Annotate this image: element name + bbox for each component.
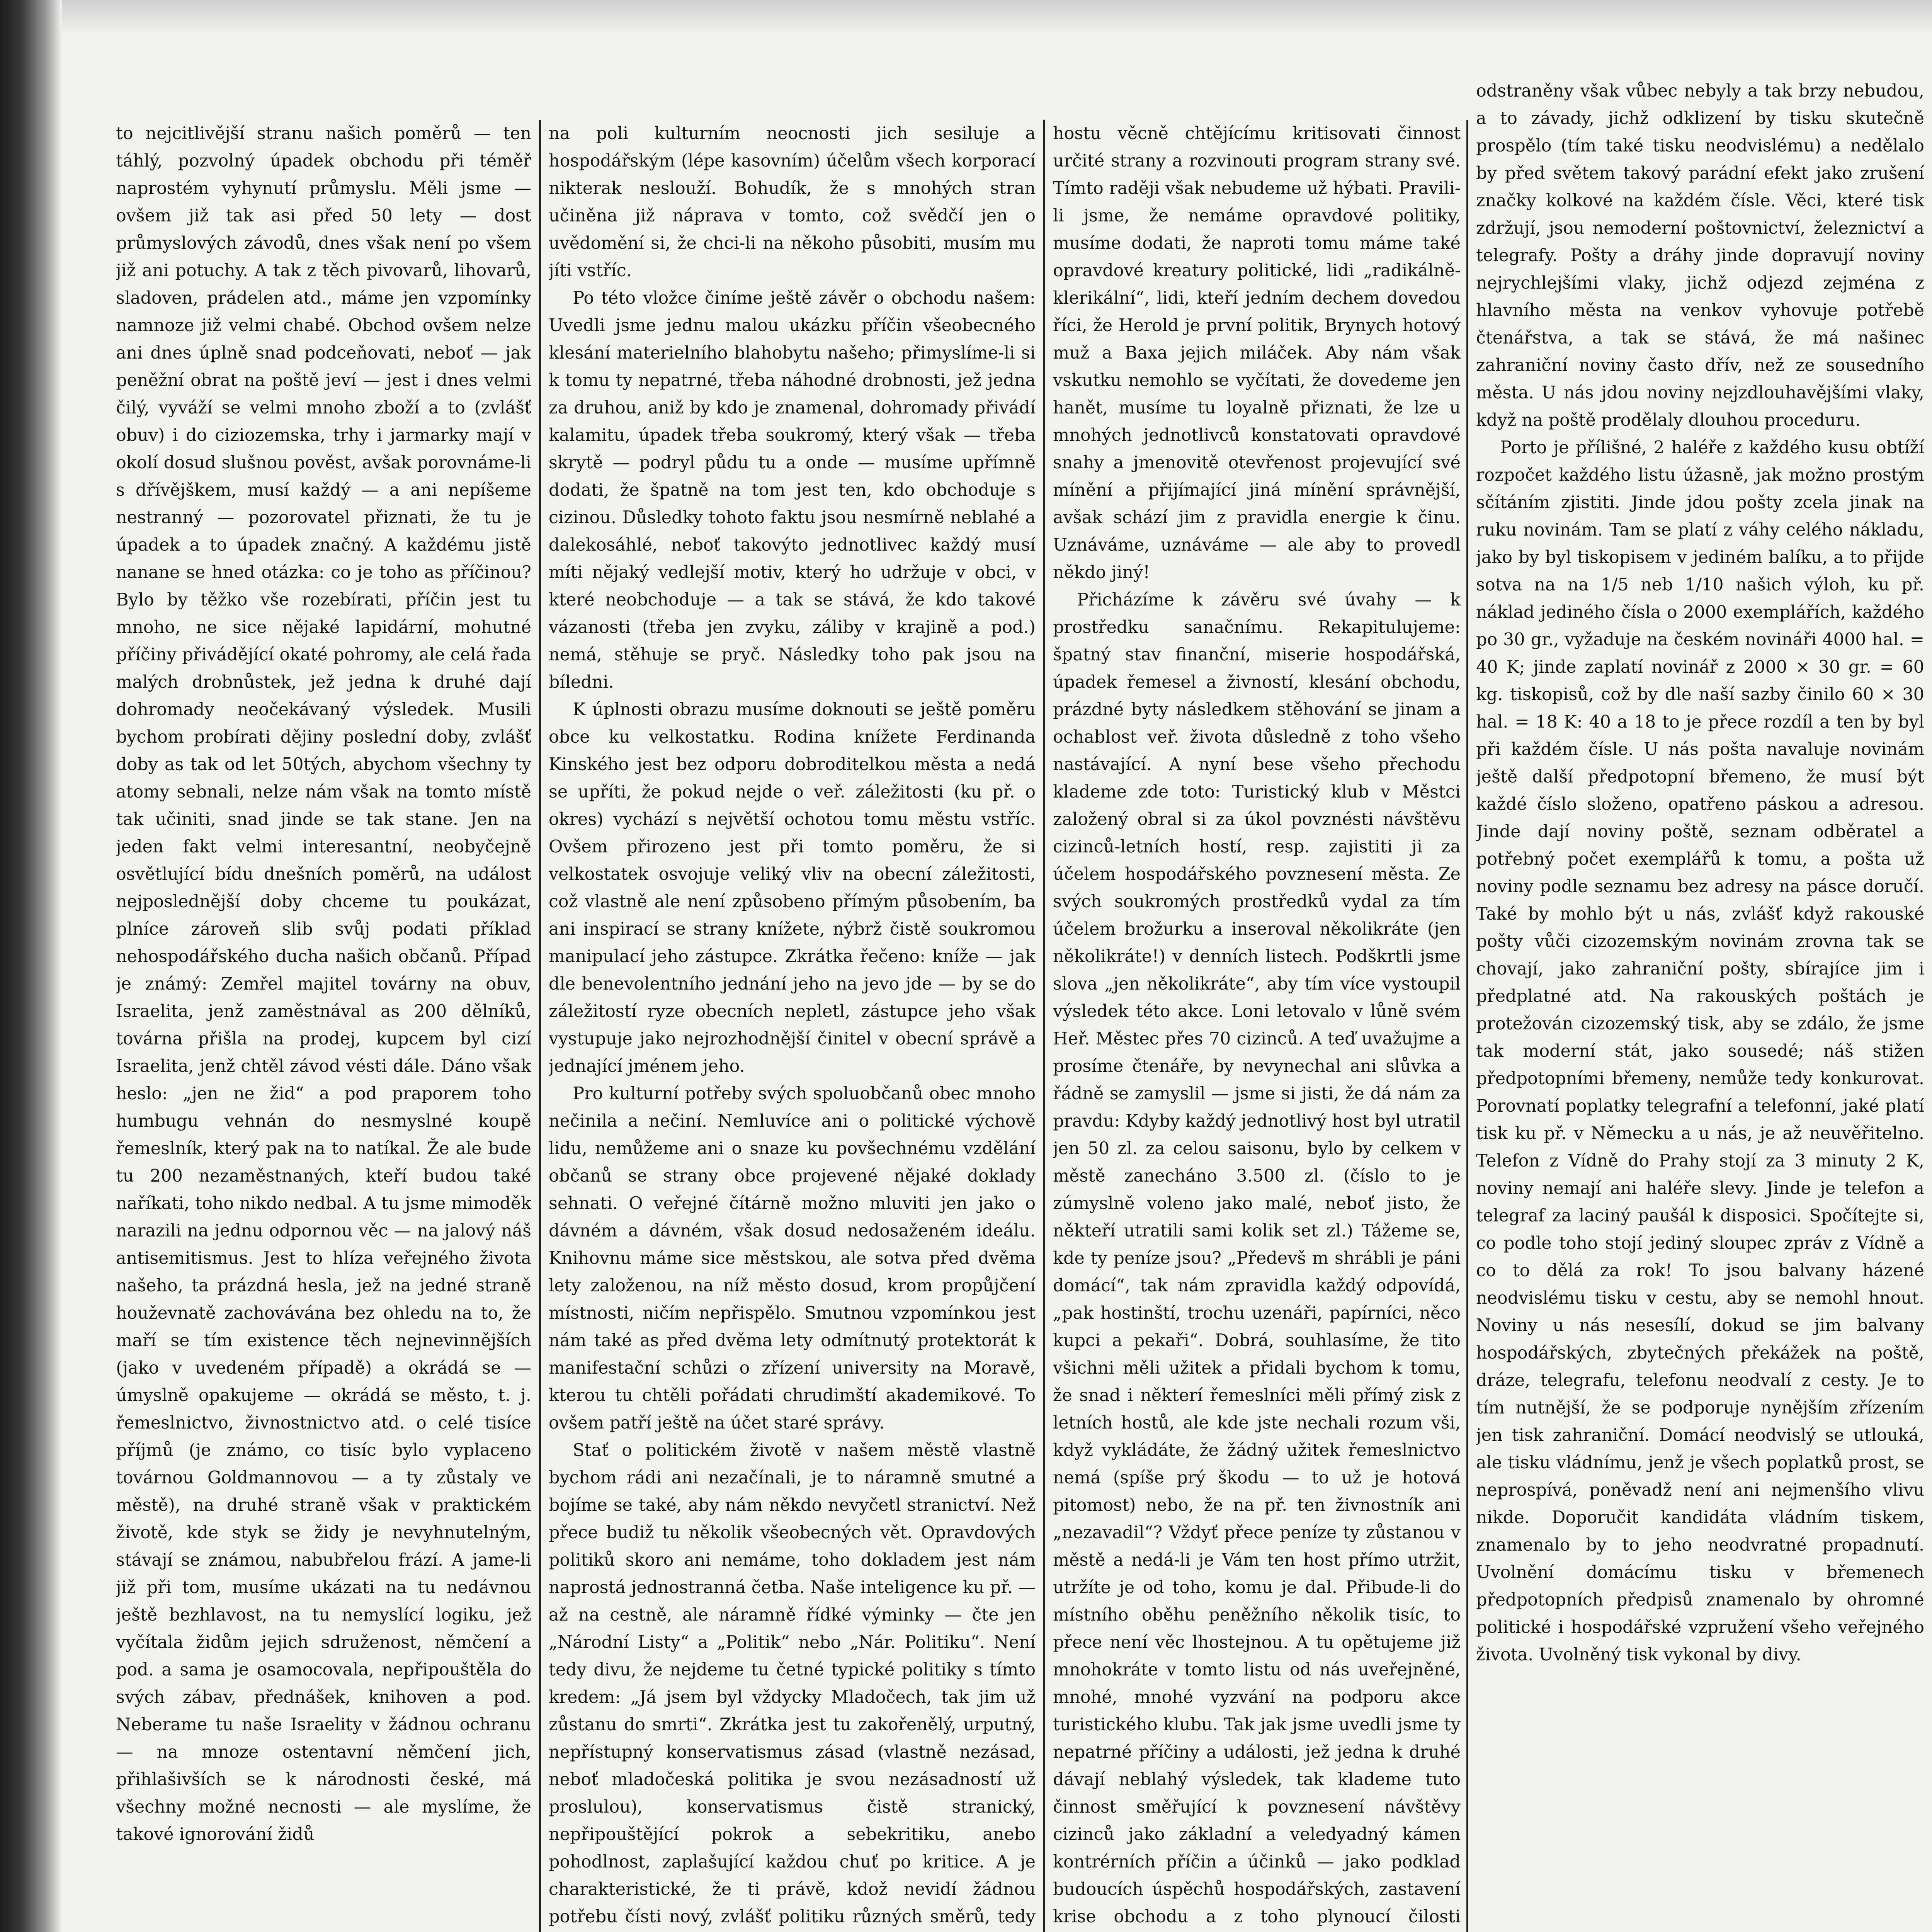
paragraph: K úplnosti obrazu musíme doknouti se ještě poměru obce ku velkostatku. Rodina knížete Ferdinanda Kinského jest bez odporu dobroditelkou města a nedá se upříti, že pokud nejde o veř. záležitosti (ku př. o okres) vychází s největší ochotou tomu městu vstříc. Ovšem přirozeno jest při tomto poměru, že si velkostatek osvojuje veliký vliv na obecní záležitosti, což vlastně ale není způsobeno přímým působením, ba ani inspirací se strany knížete, nýbrž čistě soukromou manipulací jeho zástupce. Zkrátka řečeno: kníže — jak dle benevolentního jednání jeho na jevo jde — by se do záležitostí ryze obecních nepletl, zástupce jeho však vystupuje jako nejrozhodnější činitel v obecní správě a jednající jménem jeho. [549, 700, 1036, 1076]
column-3-article [1053, 120, 1461, 1932]
paragraph: to nejcitlivější stranu našich poměrů — ten táhlý, pozvolný úpadek obchodu při téměř naprostém vyhynutí průmyslu. Měli jsme — ovšem již tak asi před 50 lety — dost průmyslových závodů, dnes však není po všem již ani potuchy. A tak z těch pivovarů, lihovarů, sladoven, prádelen atd., máme jen vzpomínky namnoze již velmi chabé. Obchod ovšem nelze ani dnes úplně snad podceňovati, neboť — jak peněžní obrat na poště jeví — jest i dnes velmi čilý, vyváží se velmi mnoho zboží a to (zvlášť obuv) i do ciziozemska, trhy i jarmarky mají v okolí dosud slušnou pověst, avšak porovnáme-li s dřívějškem, musí každý — a ani nepíšeme nestranný — pozorovatel přiznati, že tu je úpadek a to úpadek značný. A každému jistě nanane se hned otázka: co je toho as příčinou? Bylo by těžko vše rozebírati, příčin jest tu mnoho, ne sice nějaké lapidární, mohutné příčiny přivádějící okaté pohromy, ale celá řada malých drobnůstek, jež jedna k druhé dají dohromady neočekávaný výsledek. Musili bychom probírati dějiny poslední doby, zvlášť doby as tak od let 50tých, abychom všechny ty atomy sebnali, nelze nám však na tomto místě tak učiniti, snad jinde se tak stane. Jen na jeden fakt velmi interesantní, neobyčejně osvětlující bídu dnešních poměrů, na událost nejposlednější doby chceme tu poukázat, plníce zároveň slib svůj podati příklad nehospodářského ducha našich občanů. Případ je známý: Zemřel majitel továrny na obuv, Israelita, jenž zaměstnával as 200 dělníků, továrna přišla na prodej, kupcem byl cizí Israelita, jenž chtěl závod vésti dále. Dáno však heslo: „jen ne žid“ a pod praporem toho humbugu vehnán do nesmyslné koupě řemeslník, který pak na to natíkal. Že ale bude tu 200 nezaměstnaných, kteří budou také naříkati, toho nikdo nedbal. A tu jsme mimoděk narazili na jednu odpornou věc — na jalový náš antisemitismus. Jest to hlíza veřejného života našeho, ta prázdná hesla, jež na jedné straně houževnatě zachovávána bez ohledu na to, že maří se tím existence těch nejnevinnějších (jako v uvedeném případě) a okrádá se — úmyslně opakujeme — okrádá se město, t. j. řemeslnictvo, živnostnictvo atd. o celé tisíce příjmů (je známo, co tisíc bylo vyplaceno továrnou Goldmannovou — a ty zůstaly ve městě), na druhé straně však v praktickém životě, kde styk se židy je nevyhnutelným, stávají se známou, nabubřelou frází. A jame-li již při tom, musíme ukázati na tu nedávnou ještě bezhlavost, na tu nemyslící logiku, jež vyčítala židům jejich sdruženost, němčení a pod. a sama je osamocovala, nepřipouštěla do svých zábav, přednášek, knihoven a pod. Neberame tu naše Israelity v žádnou ochranu — na mnoze ostentavní němčení jich, přihlašivších se k národnosti české, má všechny možné necnosti — ale myslíme, že takové ignorování židů [116, 124, 531, 1844]
paragraph: odstraněny však vůbec nebyly a tak brzy nebudou, a to závady, jichž odklizení by tisku skutečně prospělo (tím také tisku neodvislému) a nedělalo by před světem takový parádní efekt jako zrušení značky kolkové na každém čísle. Věci, které tisk zdržují, jsou nemoderní poštovnictví, železnictví a telegrafy. Pošty a dráhy jinde dopravují noviny nejrychlejšími vlaky, jichž odjezd zejména z hlavního města na venkov vyhovuje potřebě čtenářstva, a tak se stává, že má našinec zahraniční noviny často dřív, než ze sousedního města. U nás jdou noviny nejzdlouhavějšími vlaky, když na poště prodělaly dlouhou proceduru. [1476, 81, 1924, 430]
column-2-article [549, 120, 1036, 1932]
paragraph: Porto je přílišné, 2 haléře z každého kusu obtíží rozpočet každého listu úžasně, jak možno prostým sčítáním zjistiti. Jinde jdou pošty zcela jinak na ruku novinám. Tam se platí z váhy celého nákladu, jako by byl tiskopisem v jediném balíku, a to přijde sotva na na 1/5 neb 1/10 našich výloh, ku př. náklad jediného čísla o 2000 exemplářích, každého po 30 gr., vyžaduje na českém novináři 4000 hal. = 40 K; jinde zaplatí novinář z 2000 × 30 gr. = 60 kg. tiskopisů, což by dle naší sazby činilo 60 × 30 hal. = 18 K: 40 a 18 to je přece rozdíl a ten by byl při každém čísle. U nás pošta navaluje novinám ještě další předpotopní břemeno, že musí být každé číslo složeno, opatřeno páskou a adresou. Jinde dají noviny poště, seznam odběratel a potřebný počet exemplářů k tomu, a pošta už noviny podle seznamu bez adresy na pásce doručí. Také by mohlo být u nás, zvlášť když rakouské pošty vůči cizozemským novinám zrovna tak se chovají, jako zahraniční pošty, sbírajíce jim i předplatné atd. Na rakouských poštách je protežován cizozemský tisk, aby se zdálo, že jsme tak moderní stát, jako sousedé; náš stižen předpotopními břemeny, nemůže tedy konkurovat. Porovnatí poplatky telegrafní a telefonní, jaké platí tisk ku př. v Německu a u nás, je až neuvěřitelno. Telefon z Vídně do Prahy stojí za 3 minuty 2 K, noviny nemají ani haléře slevy. Jinde je telefon a telegraf za laciný paušál k disposici. Spočítejte si, co podle toho stojí jediný sloupec zpráv z Vídně a co to dělá za rok! To jsou balvany házené neodvislému tisku v cestu, aby se nemohl hnout. Noviny u nás nesesílí, dokud se jim balvany hospodářských, zbytečných překážek na poště, dráze, telegrafu, telefonu neodvalí z cesty. Je to tím nutnější, že se podporuje nynějším zřízením jen tisk zahraniční. Domácí neodvislý se utlouká, ale tisku vládnímu, jenž je všech poplatků prost, se neprospívá, poněvadž není ani nejmenšího vlivu nikde. Doporučit kandidáta vládním tiskem, znamenalo by to jeho neodvratné propadnutí. Uvolnění domácímu tisku v břemenech předpotopních předpisů znamenalo by ohromné politické i hospodářské vzpružení všeho veřejného života. Uvolněný tisk vykonal by divy. [1476, 438, 1924, 1665]
paragraph: Přicházíme k závěru své úvahy — k prostředku sanačnímu. Rekapitulujeme: špatný stav finanční, miserie hospodářská, úpadek řemesel a živností, klesání obchodu, prázdné byty následkem stěhování se jinam a ochablost veř. života důsledně z toho všeho nastávající. A nyní bese všeho přechodu klademe zde toto: Turistický klub v Městci založený obral si za úkol povznésti návštěvu cizinců-letních hostí, resp. zajistiti ji za účelem hospodářského povznesení města. Ze svých soukromých prostředků vydal za tím účelem brožurku a inseroval několikráte (jen několikráte!) v denních listech. Podškrtli jsme slova „jen několikráte“, aby tím více vystoupil výsledek této akce. Loni letovalo v lůně svém Heř. Městec přes 70 cizinců. A teď uvažujme a prosíme čtenáře, by nevynechal ani slůvka a řádně se zamyslil — jsme si jisti, že dá nám za pravdu: Kdyby každý jednotlivý host byl utratil jen 50 zl. za celou saisonu, bylo by celkem v městě zanecháno 3.500 zl. (číslo to je zúmyslně voleno jako malé, neboť jisto, že někteří utratili sami kolik set zl.) Tážeme se, kde ty peníze jsou? „Předevš m shrábli je páni domácí“, tak nám zpravidla každý odpovídá, „pak hostinští, trochu uzenáři, papírníci, něco kupci a pekaři“. Dobrá, souhlasíme, že tito všichni měli užitek a přidali bychom k tomu, že snad i některí řemeslníci měli přímý zisk z letních hostů, ale kde jste nechali rozum vši, když vykládáte, že žádný užitek řemeslnictvo nemá (spíše prý škodu — to už je hotová pitomost) nebo, že na př. ten živnostník ani „nezavadil“? Vždyť přece peníze ty zůstanou v městě a nedá-li je Vám ten host přímo utržit, utržíte je od toho, komu je dal. Přibude-li do místního oběhu peněžního několik tisíc, to přece není věc lhostejnou. A tu opětujeme již mnohokráte v tomto listu od nás uveřejněné, mnohé, mnohé vyzvání na podporu akce turistického klubu. Tak jak jsme uvedli jsme ty nepatrné příčiny a události, jež jedna k druhé dávají neblahý výsledek, tak klademe tuto činnost směřující k povznesení návštěvy cizinců jako základní a veledyadný kámen kontrérních příčin a účinků — jako podklad budoucích úspěchů hospodářských, zastavení krise obchodu a z toho plynoucí čilosti [1053, 590, 1461, 1927]
scan-top-edge [0, 0, 1932, 35]
column-rule-1 [539, 120, 541, 1932]
paragraph: na poli kulturním neocnosti jich sesiluje a hospodářským (lépe kasovním) účelům všech korporací nikterak neslouží. Bohudík, že s mnohých stran učiněna již náprava v tomto, což svědčí jen o uvědomění si, že chci-li na někoho působiti, musím mu jíti vstříc. [549, 124, 1036, 281]
paragraph: Stať o politickém životě v našem městě vlastně bychom rádi ani nezačínali, je to náramně smutné a bojíme se také, aby nám někdo nevyčetl stranictví. Než přece budiž tu několik všeobecných vět. Opravdových politiků skoro ani nemáme, toho dokladem jest nám naprostá jednostranná četba. Naše inteligence ku př. — až na cestně, ale náramně řídké výminky — čte jen „Národní Listy“ a „Politik“ nebo „Nár. Politiku“. Není tedy divu, že nejdeme tu četné typické politiky s tímto kredem: „Já jsem byl vždycky Mladočech, tak jim už zůstanu do smrti“. Zkrátka jest tu zakořenělý, urputný, nepřístupný konservatismus zásad (vlastně nezásad, neboť mladočeská politika je svou nezásadností už proslulou), konservatismus čistě stranický, nepřipouštějící pokrok a sebekritiku, anebo pohodlnost, zaplašující každou chuť po kritice. A je charakteristické, že ti právě, kdož nevidí žádnou potřebu čísti nový, zvlášť politiku různých směrů, tedy [549, 1440, 1036, 1927]
column-1-article [116, 120, 531, 1932]
paragraph: hostu věcně chtějícímu kritisovati činnost určité strany a rozvinouti program strany své. Tímto raději však nebudeme už hýbati. Pravili-li jsme, že nemáme opravdové politiky, musíme dodati, že naproti tomu máme také opravdové kreatury politické, lidi „radikálně-klerikální“, lidi, kteří jedním dechem dovedou říci, že Herold je první politik, Brynych hotový muž a Baxa jejich miláček. Aby nám však vskutku nemohlo se vyčítati, že dovedeme jen hanět, musíme tu loyalně přiznati, že lze u mnohých jednotlivců konstatovati opravdové snahy a jmenovitě otevřenost projevující své mínění a přijímající jiná mínění správnější, avšak schází jim z pravidla energie k činu. Uznáváme, uznáváme — ale aby to provedl někdo jiný! [1053, 124, 1461, 582]
scan-left-edge [0, 0, 62, 1932]
column-rule-2 [1043, 120, 1045, 1932]
column-4-article [1476, 77, 1924, 1932]
paragraph: Pro kulturní potřeby svých spoluobčanů obec mnoho nečinila a nečiní. Nemluvíce ani o politické výchově lidu, nemůžeme ani o snaze ku povšechnému vzdělání občanů se strany obce projevené nějaké doklady sehnati. O veřejné čítárně možno mluviti jen jako o dávném a dávném, však dosud nedosaženém ideálu. Knihovnu máme sice městskou, ale sotva před dvěma lety založenou, na níž město dosud, krom propůjčení místnosti, ničím nepřispělo. Smutnou vzpomínkou jest nám také as před dvěma lety odmítnutý protektorát k manifestační schůzi o zřízení university na Moravě, kterou tu chtěli pořádati chrudimští akademikové. To ovšem patří ještě na účet staré správy. [549, 1084, 1036, 1433]
paragraph: Po této vložce činíme ještě závěr o obchodu našem: Uvedli jsme jednu malou ukázku příčin všeobecného klesání materielního blahobytu našeho; přimyslíme-li si k tomu ty nepatrné, třeba náhodné drobnosti, jež jedna za druhou, aniž by kdo je znamenal, dohromady přivádí kalamitu, úpadek třeba soukromý, který však — třeba skrytě — podryl půdu tu a onde — musíme upřímně dodati, že špatně na tom jest ten, kdo obchoduje s cizinou. Důsledky tohoto faktu jsou nesmírně neblahé a dalekosáhlé, neboť takovýto jednotlivec každý musí míti nějaký vedlejší motiv, který ho udržuje v obci, v které neobchoduje — a tak se stává, že kdo takové vázanosti (třeba jen zvyku, záliby v krajině a pod.) nemá, stěhuje se pryč. Následky toho pak jsou na bíledni. [549, 288, 1036, 692]
column-rule-3 [1466, 120, 1468, 1932]
